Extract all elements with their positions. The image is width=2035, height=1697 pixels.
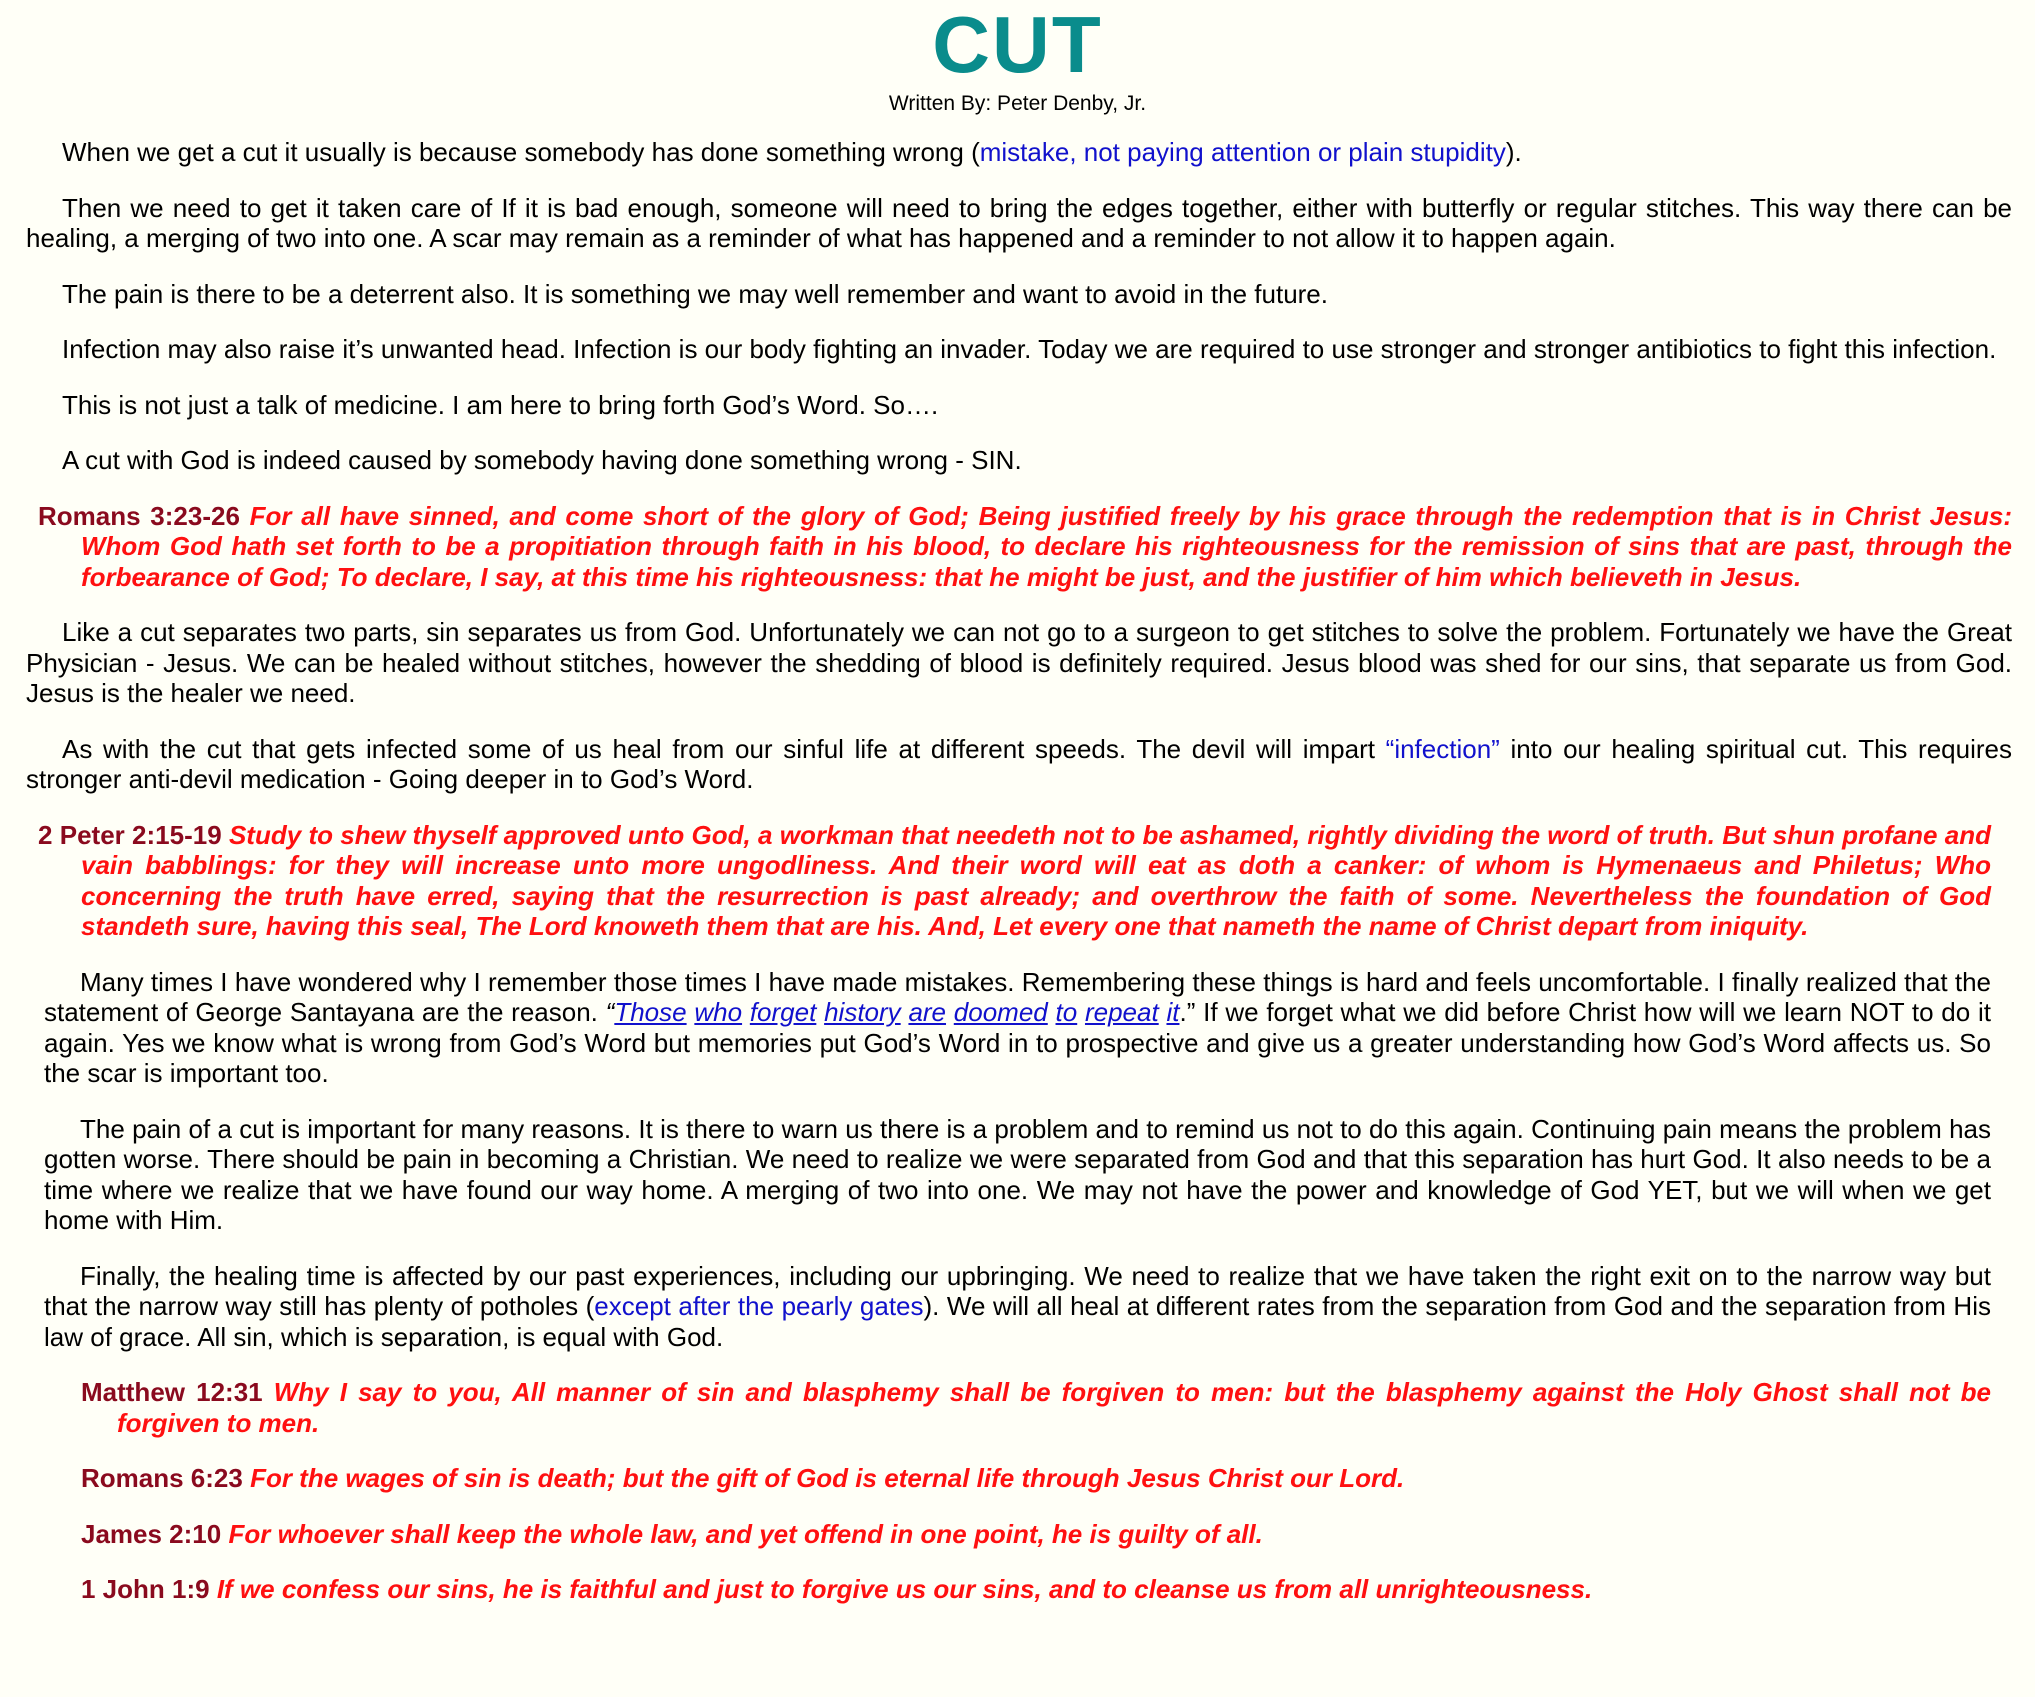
verse-romans-3: [38, 501, 2012, 593]
verse-2-peter-2: [38, 820, 1991, 942]
paragraph-4: Infection may also raise it’s unwanted head. Infection is our body fighting an invader. Today we are required to use stronger and stronger antibiotics to fight this infection.: [62, 334, 1997, 364]
verse-james-2: [81, 1519, 1991, 1550]
verse-reference: 1 John 1:9: [81, 1574, 210, 1604]
paragraph-10: The pain of a cut is important for many reasons. It is there to warn us there is a problem and to remind us not to do this again. Continuing pain means the problem has gotten worse. There should be pain in becoming a Christian. We need to realize we were separated from God and that this separation has hurt God. It also needs to be a time where we realize that we have found our way home. A merging of two into one. We may not have the power and knowledge of God YET, but we will when we get home with Him.: [44, 1113, 1991, 1235]
verse-text: Study to shew thyself approved unto God, a workman that needeth not to be ashamed, rightly dividing the word of truth. But shun profane and vain babblings: for they will increase unto more ungodliness. And their word will eat as doth a canker: of whom is Hymenaeus and Philetus; Who concerning the truth have erred, saying that the resurrection is past already; and overthrow the faith of some. Nevertheless the foundation of God standeth sure, having this seal, The Lord knoweth them that are his. And, Let every one that nameth the name of Christ depart from iniquity.: [81, 819, 1992, 941]
paragraph-6: A cut with God is indeed caused by somebody having done something wrong - SIN.: [62, 445, 1022, 475]
highlight-text: except after the pearly gates: [594, 1291, 924, 1321]
verse-reference: 2 Peter 2:15-19: [38, 819, 222, 850]
document-body: [26, 137, 2012, 1630]
quote-word-link[interactable]: forget: [749, 997, 817, 1027]
verse-1-john-1: [81, 1574, 1991, 1605]
santayana-quote: “Those who forget history are doomed to repeat it: [605, 997, 1180, 1027]
quote-word-link[interactable]: repeat: [1084, 997, 1159, 1027]
verse-reference: Romans 6:23: [81, 1463, 243, 1493]
page-title: CUT: [932, 0, 1103, 89]
quote-word-link[interactable]: Those: [614, 997, 687, 1027]
paragraph-3: The pain is there to be a deterrent also. It is something we may well remember and want to avoid in the future.: [62, 278, 1328, 309]
quote-word-link[interactable]: are: [908, 997, 947, 1027]
verse-text: For whoever shall keep the whole law, and yet offend in one point, he is guilty of all.: [228, 1518, 1263, 1549]
byline: Written By: Peter Denby, Jr.: [888, 92, 1147, 115]
verse-text: If we confess our sins, he is faithful and just to forgive us our sins, and to cleanse us from all unrighteousness.: [216, 1574, 1593, 1604]
highlight-text: “infection”: [1385, 733, 1500, 764]
paragraph-9: Many times I have wondered why I remember those times I have made mistakes. Remembering these things is hard and feels uncomfortable. I finally realized that the statement of George Santayana are the reason. “Those who forget history are doomed to repeat it.” If we forget what we did before Christ how will we learn NOT to do it again. Yes we know what is wrong from God’s Word but memories put God’s Word in to prospective and give us a greater understanding how God’s Word affects us. So the scar is important too.: [44, 966, 1991, 1088]
verse-reference: James 2:10: [81, 1518, 222, 1549]
verse-reference: Romans 3:23-26: [38, 500, 240, 531]
paragraph-1: When we get a cut it usually is because somebody has done something wrong (mistake, not paying attention or plain stupidity).: [62, 137, 1522, 167]
quote-word-link[interactable]: history: [824, 997, 901, 1027]
paragraph-8: As with the cut that gets infected some of us heal from our sinful life at different speeds. The devil will impart “infection” into our healing spiritual cut. This requires stronger anti-devil medication - Going deeper in to God’s Word.: [26, 733, 2012, 794]
paragraph-2: Then we need to get it taken care of If it is bad enough, someone will need to bring the edges together, either with butterfly or regular stitches. This way there can be healing, a merging of two into one. A scar may remain as a reminder of what has happened and a reminder to not allow it to happen again.: [26, 192, 2012, 253]
quote-word-link[interactable]: who: [694, 997, 743, 1027]
verse-romans-6: [81, 1463, 1991, 1494]
quote-word-link[interactable]: doomed: [953, 997, 1048, 1027]
verse-text: For the wages of sin is death; but the gift of God is eternal life through Jesus Christ our Lord.: [250, 1463, 1405, 1493]
highlight-text: mistake, not paying attention or plain stupidity: [979, 137, 1506, 167]
verse-reference: Matthew 12:31: [81, 1377, 263, 1407]
paragraph-5: This is not just a talk of medicine. I am here to bring forth God’s Word. So….: [62, 389, 939, 420]
verse-matthew-12: [81, 1377, 1991, 1438]
verse-text: Why I say to you, All manner of sin and blasphemy shall be forgiven to men: but the blasphemy against the Holy Ghost shall not be forgiven to men.: [117, 1377, 1991, 1438]
paragraph-11: Finally, the healing time is affected by our past experiences, including our upbringing. We need to realize that we have taken the right exit on to the narrow way but that the narrow way still has plenty of potholes (except after the pearly gates). We will all heal at different rates from the separation from God and the separation from His law of grace. All sin, which is separation, is equal with God.: [44, 1260, 1991, 1352]
quote-word-link[interactable]: it: [1166, 997, 1180, 1027]
quote-word-link[interactable]: to: [1055, 997, 1078, 1027]
paragraph-7: Like a cut separates two parts, sin separates us from God. Unfortunately we can not go to a surgeon to get stitches to solve the problem. Fortunately we have the Great Physician - Jesus. We can be healed without stitches, however the shedding of blood is definitely required. Jesus blood was shed for our sins, that separate us from God. Jesus is the healer we need.: [26, 617, 2012, 708]
verse-text: For all have sinned, and come short of the glory of God; Being justified freely by his grace through the redemption that is in Christ Jesus: Whom God hath set forth to be a propitiation through faith in his blood, to declare his righteousness for the remission of sins that are past, through the forbearance of God; To declare, I say, at this time his righteousness: that he might be just, and the justifier of him which believeth in Jesus.: [81, 500, 2012, 592]
